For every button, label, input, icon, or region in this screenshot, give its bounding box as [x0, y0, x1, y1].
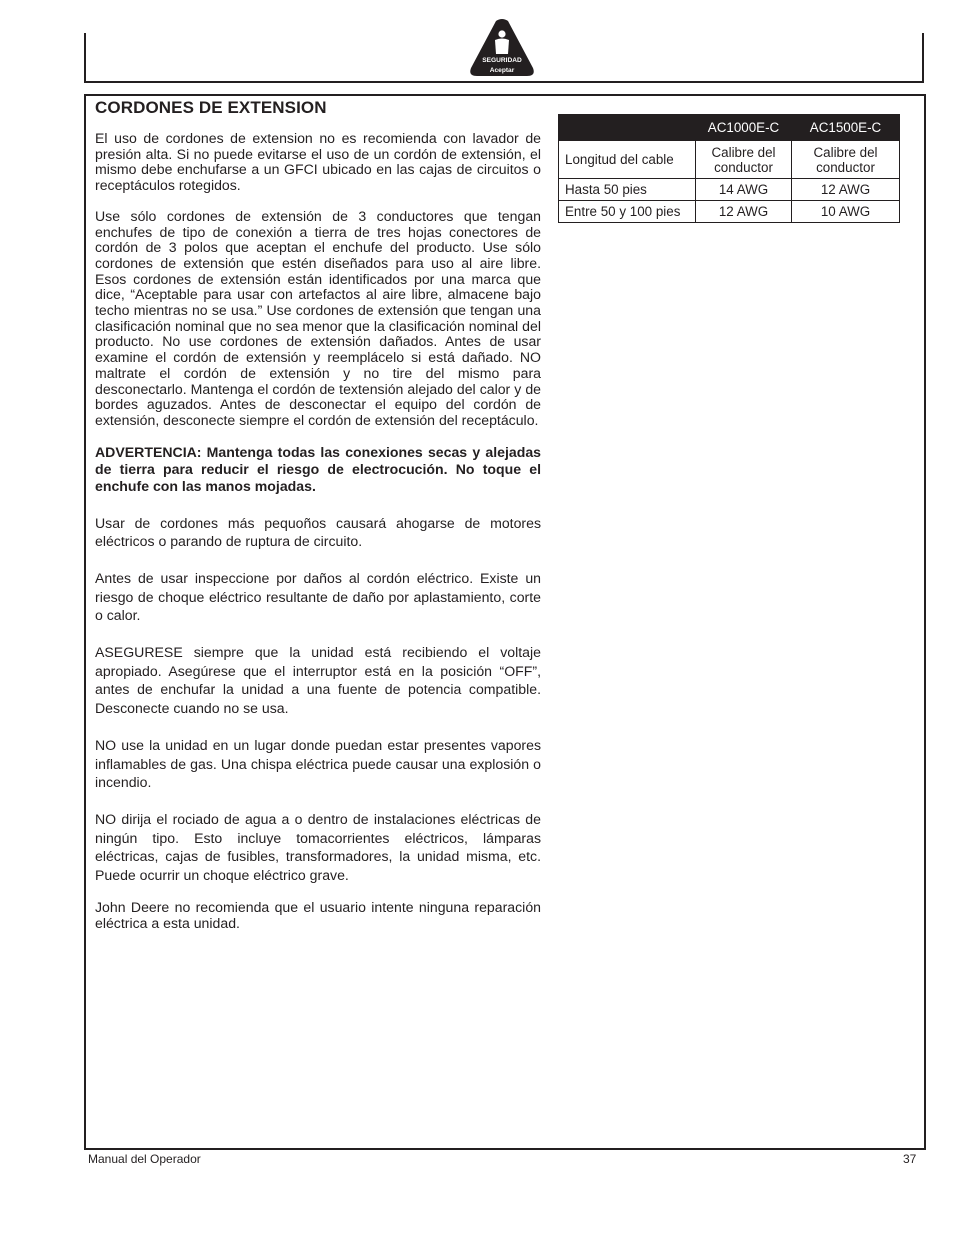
page-number: 37	[903, 1152, 917, 1166]
paragraph-repair: John Deere no recomienda que el usuario intente ninguna reparación eléctrica a esta unidad.	[95, 898, 541, 931]
section-title: CORDONES DE EXTENSION	[95, 98, 327, 117]
table-header-cell: AC1500E-C	[792, 115, 900, 141]
safety-person-head	[498, 30, 505, 37]
table-cell: Longitud del cable	[559, 141, 696, 179]
warning-text: ADVERTENCIA: Mantenga todas las conexiones secas y alejadas de tierra para reducir el riesgo de electrocución. No toque el enchufe con las manos mojadas.	[95, 443, 541, 495]
table-cell: Entre 50 y 100 pies	[559, 201, 696, 223]
safety-badge-icon	[467, 18, 537, 80]
table-row	[559, 201, 900, 223]
badge-text-aceptar: Aceptar	[489, 67, 515, 74]
safety-person-body	[495, 39, 509, 55]
paragraph-voltage: ASEGURESE siempre que la unidad está recibiendo el voltaje apropiado. Asegúrese que el interruptor está en la posición “OFF”, antes de enchufar la unidad a una fuente de potencia compatible. Desconecte cuando no se usa.	[95, 644, 541, 717]
table-cell: 12 AWG	[792, 179, 900, 201]
table-cell: 12 AWG	[696, 201, 792, 223]
paragraph-small-cords: Usar de cordones más pequoños causará ahogarse de motores eléctricos o parando de ruptura de circuito.	[95, 514, 541, 550]
table-cell: Calibre del conductor	[696, 141, 792, 179]
paragraph-spray: NO dirija el rociado de agua a o dentro de instalaciones eléctricas de ningún tipo. Esto incluye tomacorrientes eléctricos, lámparas eléctricas, cajas de fusibles, transformadores, la unidad misma, etc. Puede ocurrir un choque eléctrico grave.	[95, 810, 541, 884]
table-cell: Hasta 50 pies	[559, 179, 696, 201]
main-text-column	[95, 98, 541, 931]
footer-manual-title: Manual del Operador	[88, 1152, 201, 1166]
table-cell: 14 AWG	[696, 179, 792, 201]
table-header-row	[559, 115, 900, 141]
table-header-cell: AC1000E-C	[696, 115, 792, 141]
table-cell: Calibre del conductor	[792, 141, 900, 179]
paragraph-use-cords: Use sólo cordones de extensión de 3 conductores que tengan enchufes de tipo de conexión a tierra de tres hojas conectores de cordón de 3 polos que aceptan el enchufe del producto. Use sólo cordones de extensión que estén diseñados para uso al aire libre. Esos cordones de extensión están identificados por una marca que dice, “Aceptable para usar con artefactos al aire libre, almacene bajo techo mientras no se usa.” Use cordones de extensión que tengan una clasificación nominal que no sea menor que la clasificación nominal del producto. No use cordones de extensión dañados. Antes de usar examine el cordón de extensión y reemplácelo si está dañado. NO maltrate el cordón de extensión y no tire del mismo para desconectarlo. Mantenga el cordón de textensión alejado del calor y de bordes aguzados. Antes de desconectar el equipo del cordón de extensión, desconecte siempre el cordón de extensión del receptáculo.	[95, 207, 541, 428]
table-cell: 10 AWG	[792, 201, 900, 223]
paragraph-inspect: Antes de usar inspeccione por daños al cordón eléctrico. Existe un riesgo de choque eléctrico resultante de daño por aplastamiento, corte o calor.	[95, 569, 541, 624]
table-row	[559, 141, 900, 179]
paragraph-flammable: NO use la unidad en un lugar donde puedan estar presentes vapores inflamables de gas. Una chispa eléctrica puede causar una explosión o incendio.	[95, 736, 541, 791]
table-row	[559, 179, 900, 201]
badge-text-seguridad: SEGURIDAD	[482, 57, 522, 64]
cord-gauge-table	[558, 114, 900, 223]
paragraph-intro: El uso de cordones de extension no es recomienda con lavador de presión alta. Si no puede evitarse el uso de un cordón de extensión, el mismo debe enchufarse a un GFCI ubicado en las cajas de circuitos o receptáculos rotegidos.	[95, 130, 541, 194]
table-header-cell	[559, 115, 696, 141]
